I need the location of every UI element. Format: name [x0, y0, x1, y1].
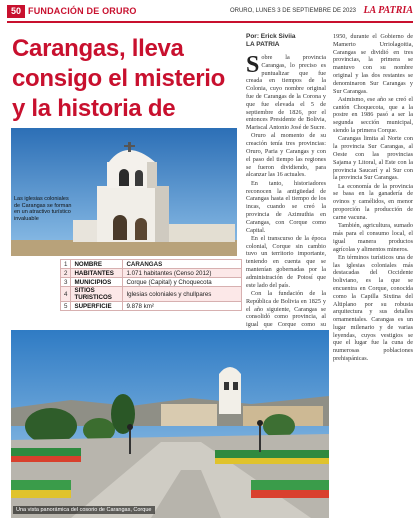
paragraph: Carangas limita al Norte con la provincia Sur Carangas, al Oeste con las provincias Sajama y Litoral, al Este con la provincia Saucarí y al Sur con la provincia Sur Carangas.: [333, 135, 413, 182]
photo1-caption: Las iglesias coloniales de Carangas se forman en un atractivo turístico invaluable: [14, 196, 72, 222]
table-row: [61, 269, 242, 278]
plaza-photo: [11, 330, 329, 518]
article-column-2: [333, 33, 413, 339]
table-cell: SITIOS TURISTICOS: [71, 287, 123, 302]
section-name: FUNDACIÓN DE ORURO: [28, 6, 137, 16]
table-cell: Corque (Capital) y Choquecota: [123, 278, 242, 287]
newspaper-name: LA PATRIA: [363, 5, 413, 16]
plaza-illustration: [11, 330, 329, 518]
paragraph: En el transcurso de la época colonial, Corque sin cambio tuvo un territorio importante, teniendo en cuenta que se mantenían gobernadas por la administración de Potosí que este lado del país.: [246, 234, 326, 289]
table-cell: 9.878 km²: [123, 302, 242, 311]
table-cell: 2: [61, 269, 71, 278]
byline: [246, 33, 296, 49]
table-cell: 4: [61, 287, 71, 302]
paragraph: También, agricultura, sumado más para el consumo local, el igual manera productos agrícolas y alimentos mineros.: [333, 222, 413, 253]
paragraph: Oruro al momento de su creación tenía tres provincias: Oruro, Paria y Carangas y con el paso del tiempo las regiones se fueron dividiendo, para alcanzar las 16 actuales.: [246, 132, 326, 179]
paragraph: La economía de la provincia se basa en la ganadería de ovinos y camélidos, en menor proporción la producción de carne vacuna.: [333, 182, 413, 221]
paragraph: que el lugar fue la cuna de numerosas poblaciones prehispánicas.: [333, 339, 413, 362]
table-cell: 1.071 habitantes (Censo 2012): [123, 269, 242, 278]
paragraph: 1950, durante el Gobierno de Mamerto Urriolagoitia, Carangas se dividió en tres provincias, la primera se mantuvo con su nombre original y las dos restantes se denominaron Sur Carangas y Sur Carangas.: [333, 33, 413, 95]
table-cell: CARANGAS: [123, 260, 242, 269]
paragraph: En términos turísticos una de las iglesias coloniales más destacadas del Occidente boliviano, es la que se encuentra en Corque, conocida como la Capilla Sixtina del Altiplano por su robusta arquitectura y sus detalles ornamentales. Carangas es un lugar milenario y de varias leyendas, cuyos vestigios se: [333, 253, 413, 339]
table-header-row: [61, 260, 242, 269]
table-cell: MUNICIPIOS: [71, 278, 123, 287]
headline: Carangas, lleva consigo el misterio y la historia de: [12, 35, 226, 122]
table-cell: 1: [61, 260, 71, 269]
paragraph: obre la provincia Carangas, lo preciso es puntualizar que fue creada en tiempos de la Colonia, cuyo nombre original fue de Carangas de la Corona y que fue elevada el 5 de septiembre de 1826, por el entonces Presidente de Bolivia, Mariscal Antonio José de Sucre.: [246, 54, 326, 132]
church-tower-illustration: [11, 128, 237, 256]
page-header: [0, 0, 420, 26]
table-row: [61, 302, 242, 311]
table-cell: HABITANTES: [71, 269, 123, 278]
paragraph: En tanto, historiadores reconocen la antigüedad de Carangas hasta el tiempo de los incas, cuando se creó la provincia de Azimuthia en Carangas, con Corque como Capital.: [246, 179, 326, 234]
byline-outlet: LA PATRIA: [246, 41, 280, 48]
church-tower-photo: [11, 128, 237, 256]
page-number: 50: [7, 5, 25, 18]
table-cell: Iglesias coloniales y chullpares: [123, 287, 242, 302]
paragraph: Asimismo, ese año se creó el cantón Choquecota, que a la postre en 1986 pasó a ser la segunda sección municipal, siendo la primera Corque.: [333, 95, 413, 135]
paragraph: Con la fundación de la República de Bolivia en 1825 y el año siguiente, Carangas se consolidó como provincia, al igual que Corque como su: [246, 289, 326, 329]
dropcap: S: [246, 54, 260, 78]
byline-name: Por: Erick Siviia: [246, 33, 296, 40]
header-rule: [7, 21, 413, 23]
table-cell: 3: [61, 278, 71, 287]
photo2-caption: Una vista panorámica del cosorio de Carangas, Corque: [13, 506, 155, 514]
article-column-1: [246, 54, 326, 339]
table-cell: 5: [61, 302, 71, 311]
date-line: ORURO, LUNES 3 DE SEPTIEMBRE DE 2023: [229, 8, 356, 14]
table-row: [61, 278, 242, 287]
article-column-3: [333, 339, 413, 363]
table-cell: NOMBRE: [71, 260, 123, 269]
table-row: [61, 287, 242, 302]
table-cell: SUPERFICIE: [71, 302, 123, 311]
facts-table: [60, 259, 242, 311]
